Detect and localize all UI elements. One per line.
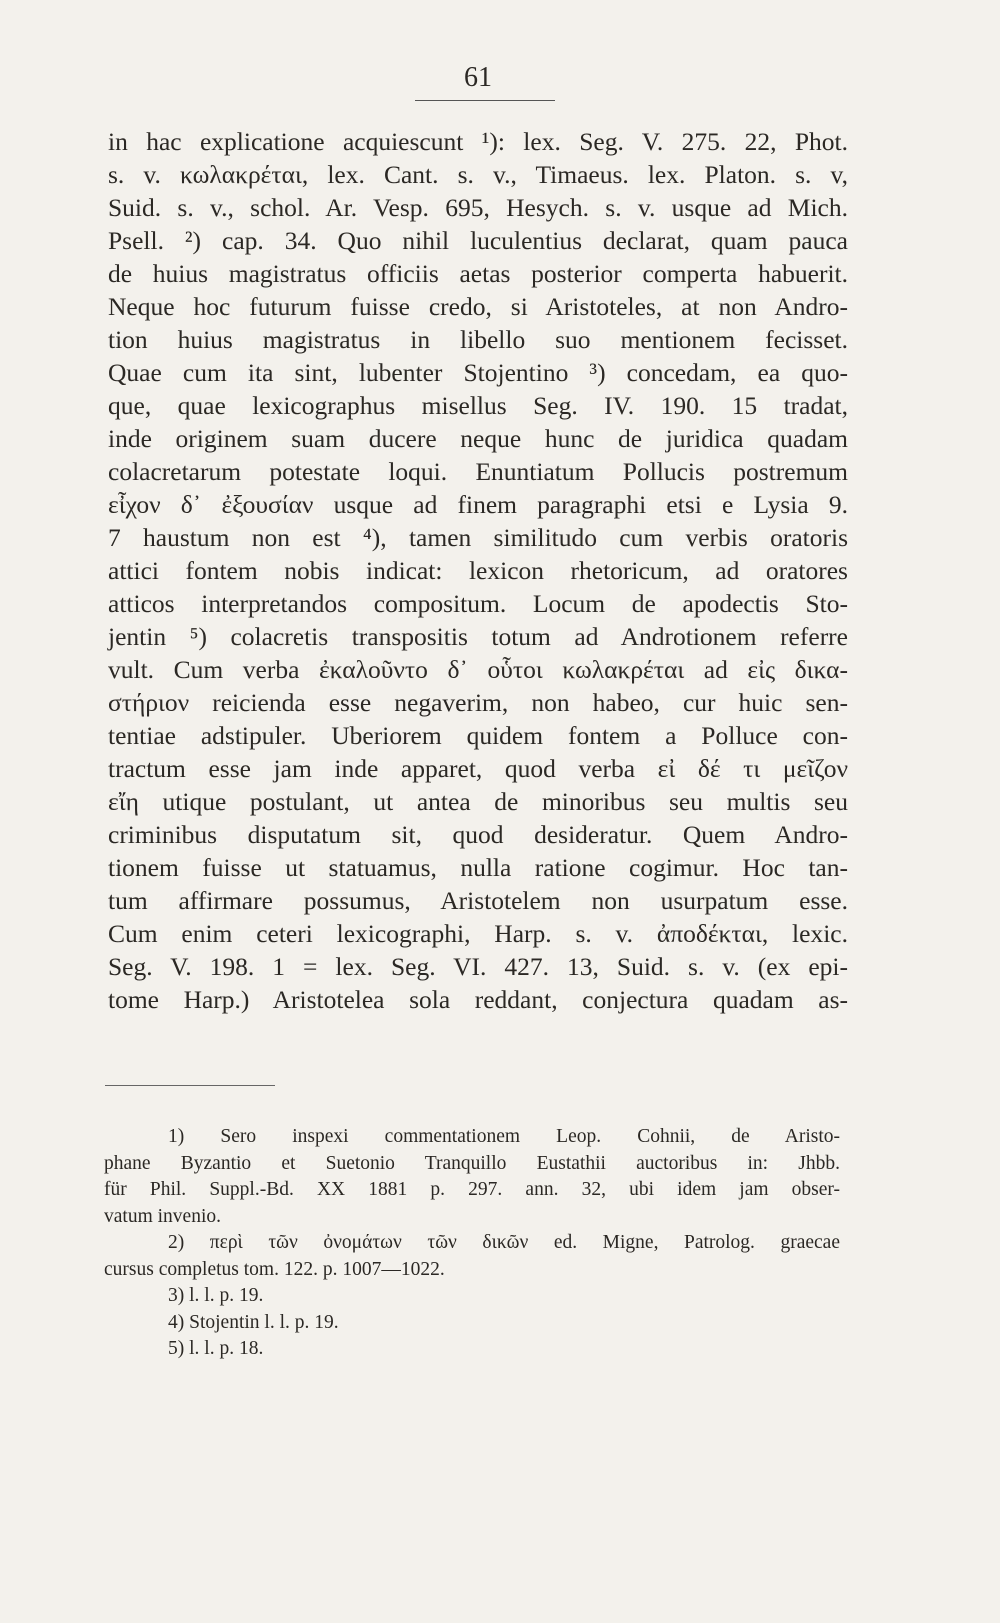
body-line: de huius magistratus officiis aetas posterior comperta habuerit. bbox=[108, 259, 848, 288]
footnotes bbox=[104, 1124, 840, 1363]
body-text bbox=[108, 125, 848, 1016]
body-line: tentiae adstipuler. Uberiorem quidem fontem a Polluce con- bbox=[108, 721, 848, 750]
header-rule bbox=[415, 100, 555, 101]
body-line: 7 haustum non est ⁴), tamen similitudo cum verbis oratoris bbox=[108, 523, 848, 552]
body-line: attici fontem nobis indicat: lexicon rhetoricum, ad oratores bbox=[108, 556, 848, 585]
body-line: colacretarum potestate loqui. Enuntiatum Pollucis postremum bbox=[108, 457, 848, 486]
body-line: εἶχον δ᾽ ἐξουσίαν usque ad finem paragraphi etsi e Lysia 9. bbox=[108, 490, 848, 519]
body-line: s. v. κωλακρέται, lex. Cant. s. v., Timaeus. lex. Platon. s. v, bbox=[108, 160, 848, 189]
footnote-2-line: 2) περὶ τῶν ὀνομάτων τῶν δικῶν ed. Migne, Patrolog. graecae bbox=[168, 1232, 840, 1253]
footnote-1-line: 1) Sero inspexi commentationem Leop. Cohnii, de Aristo- bbox=[168, 1126, 840, 1147]
body-line: Psell. ²) cap. 34. Quo nihil luculentius declarat, quam pauca bbox=[108, 226, 848, 255]
body-line: Neque hoc futurum fuisse credo, si Aristoteles, at non Andro- bbox=[108, 292, 848, 321]
page-number: 61 bbox=[464, 62, 492, 93]
footnote-1-line: phane Byzantio et Suetonio Tranquillo Eustathii auctoribus in: Jhbb. bbox=[104, 1152, 840, 1174]
body-line: que, quae lexicographus misellus Seg. IV. 190. 15 tradat, bbox=[108, 391, 848, 420]
body-line: tractum esse jam inde apparet, quod verba εἰ δέ τι μεῖζον bbox=[108, 754, 848, 783]
body-line: Suid. s. v., schol. Ar. Vesp. 695, Hesych. s. v. usque ad Mich. bbox=[108, 193, 848, 222]
body-line: inde originem suam ducere neque hunc de juridica quadam bbox=[108, 424, 848, 453]
footnote-3: 3) l. l. p. 19. bbox=[168, 1285, 264, 1306]
footnote-1-line: für Phil. Suppl.-Bd. XX 1881 p. 297. ann. 32, ubi idem jam obser- bbox=[104, 1179, 840, 1200]
footnote-rule bbox=[105, 1085, 275, 1086]
body-line: criminibus disputatum sit, quod desideratur. Quem Andro- bbox=[108, 820, 848, 849]
body-line: Seg. V. 198. 1 = lex. Seg. VI. 427. 13, Suid. s. v. (ex epi- bbox=[108, 952, 848, 981]
footnote-5: 5) l. l. p. 18. bbox=[168, 1338, 264, 1359]
body-line: atticos interpretandos compositum. Locum de apodectis Sto- bbox=[108, 589, 848, 618]
footnote-4: 4) Stojentin l. l. p. 19. bbox=[168, 1311, 339, 1333]
body-line: Cum enim ceteri lexicographi, Harp. s. v. ἀποδέκται, lexic. bbox=[108, 919, 848, 948]
body-line: tome Harp.) Aristotelea sola reddant, conjectura quadam as- bbox=[108, 985, 848, 1014]
body-line: vult. Cum verba ἐκαλοῦντο δ᾽ οὗτοι κωλακρέται ad εἰς δικα- bbox=[108, 655, 848, 684]
footnote-2-line: cursus completus tom. 122. p. 1007—1022. bbox=[104, 1258, 445, 1280]
body-line: tion huius magistratus in libello suo mentionem fecisset. bbox=[108, 325, 848, 354]
body-line: Quae cum ita sint, lubenter Stojentino ³) concedam, ea quo- bbox=[108, 358, 848, 387]
body-line: στήριον reicienda esse negaverim, non habeo, cur huic sen- bbox=[108, 688, 848, 717]
footnote-1-line: vatum invenio. bbox=[104, 1205, 221, 1227]
body-line: tum affirmare possumus, Aristotelem non usurpatum esse. bbox=[108, 886, 848, 915]
body-line: tionem fuisse ut statuamus, nulla ratione cogimur. Hoc tan- bbox=[108, 853, 848, 882]
body-line: jentin ⁵) colacretis transpositis totum ad Androtionem referre bbox=[108, 622, 848, 651]
body-line: in hac explicatione acquiescunt ¹): lex. Seg. V. 275. 22, Phot. bbox=[108, 127, 848, 156]
body-line: εἴη utique postulant, ut antea de minoribus seu multis seu bbox=[108, 787, 848, 816]
